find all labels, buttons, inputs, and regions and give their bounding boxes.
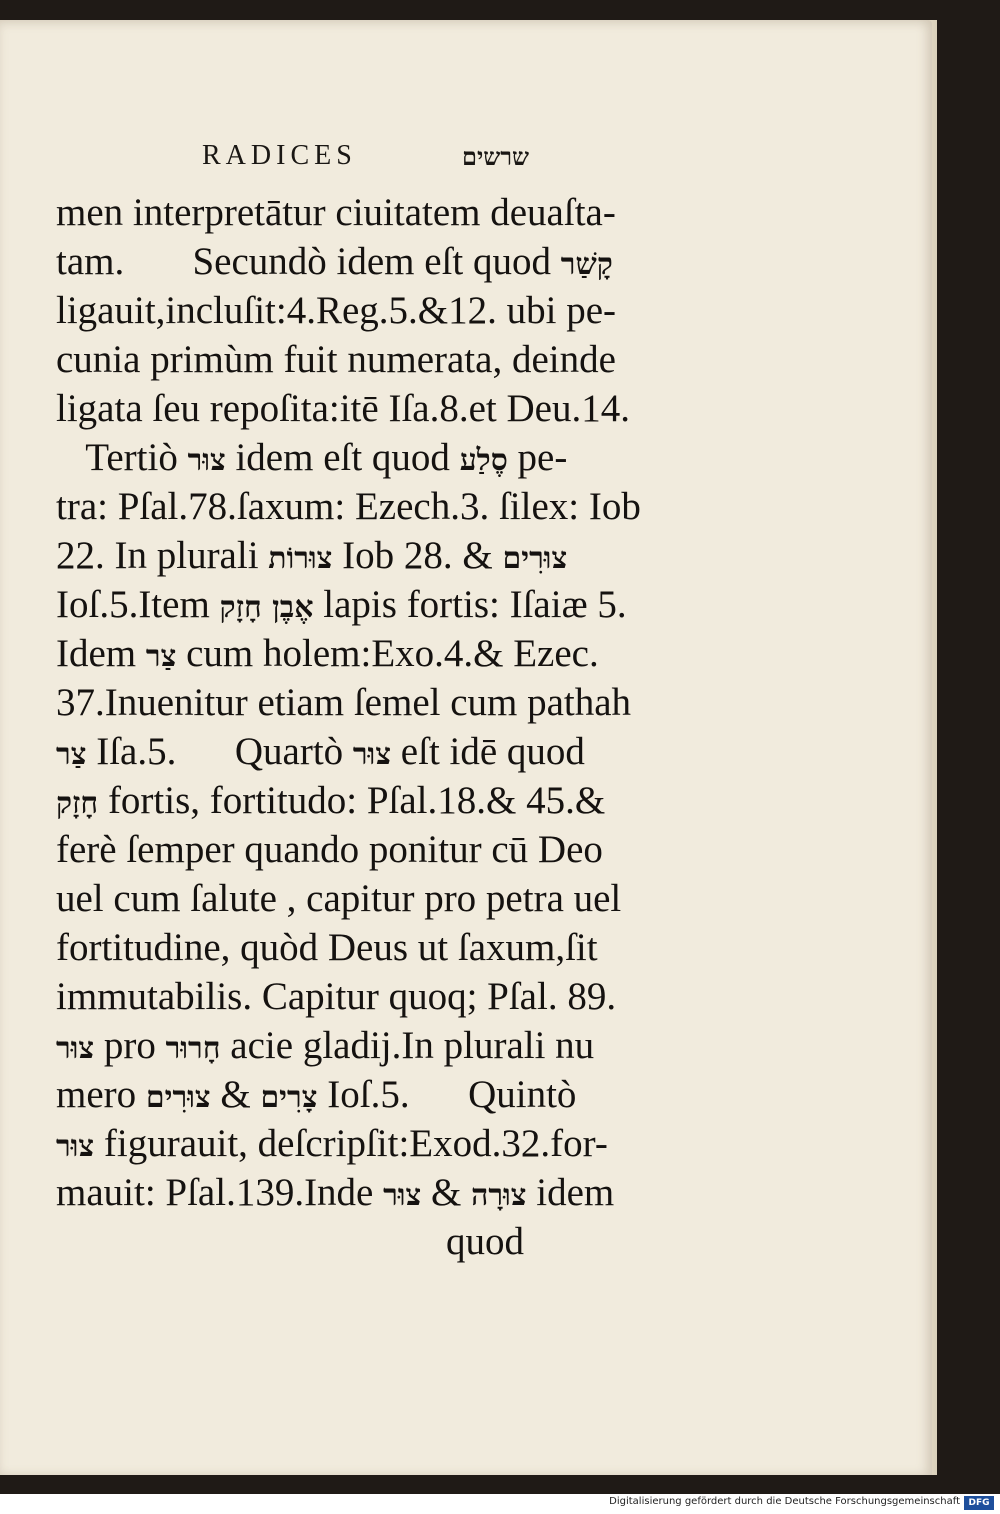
- latin-text: mero: [56, 1073, 146, 1116]
- hebrew-word: חָרוּר: [165, 1031, 221, 1066]
- text-line: [56, 1119, 608, 1169]
- latin-text: tam. Secundò idem eſt quod: [56, 240, 561, 283]
- funding-credit: Digitalisierung gefördert durch die Deutsche Forschungsgemeinschaft: [609, 1496, 960, 1507]
- latin-text: 37.Inuenitur etiam ſemel cum pathah: [56, 681, 632, 724]
- latin-text: mauit: Pſal.139.Inde: [56, 1171, 384, 1214]
- text-line: [56, 580, 627, 630]
- latin-text: cunia primùm fuit numerata, deinde: [56, 338, 616, 381]
- text-line: [56, 874, 621, 924]
- text-line: [56, 237, 613, 287]
- latin-text: Idem: [56, 632, 146, 675]
- latin-text: Ioſ.5. Quintò: [317, 1073, 577, 1116]
- latin-text: tra: Pſal.78.ſaxum: Ezech.3. ſilex: Iob: [56, 485, 641, 528]
- hebrew-word: צוּר: [187, 443, 226, 478]
- text-line: [56, 1217, 524, 1267]
- hebrew-word: צוּרִים: [502, 541, 568, 576]
- latin-text: men interpretātur ciuitatem deuaſta-: [56, 191, 616, 234]
- latin-text: immutabilis. Capitur quoq; Pſal. 89.: [56, 975, 617, 1018]
- latin-text: ligata ſeu repoſita:itē Iſa.8.et Deu.14.: [56, 387, 630, 430]
- latin-text: &: [421, 1171, 472, 1214]
- hebrew-word: צַר: [56, 737, 87, 772]
- hebrew-word: צָרִים: [260, 1080, 318, 1115]
- latin-text: lapis fortis: Iſaiæ 5.: [313, 583, 627, 626]
- text-line: [56, 825, 603, 875]
- text-line: [56, 923, 598, 973]
- latin-text: uel cum ſalute , capitur pro petra uel: [56, 877, 622, 920]
- latin-text: pe-: [507, 436, 568, 479]
- hebrew-word: צוּר: [56, 1031, 95, 1066]
- latin-text: ferè ſemper quando ponitur cū Deo: [56, 828, 603, 871]
- latin-text: Iſa.5. Quartò: [86, 730, 353, 773]
- text-line: [56, 776, 605, 826]
- hebrew-word: סֶלַע: [459, 443, 508, 478]
- hebrew-word: חָזָק: [56, 786, 99, 821]
- header-title-latin: RADICES: [202, 140, 357, 171]
- latin-text: fortis, fortitudo: Pſal.18.& 45.&: [98, 779, 606, 822]
- text-line: [56, 482, 641, 532]
- footer-bar: [0, 1494, 1000, 1514]
- hebrew-word: צוּרִים: [145, 1080, 211, 1115]
- hebrew-word: צוּר: [383, 1178, 422, 1213]
- text-line: [56, 1021, 594, 1071]
- latin-text: Tertiò: [56, 436, 188, 479]
- hebrew-word: צוּר: [56, 1129, 95, 1164]
- latin-text: figurauit, deſcripſit:Exod.32.for-: [94, 1122, 608, 1165]
- latin-text: Iob 28. &: [332, 534, 503, 577]
- text-line: [56, 188, 616, 238]
- latin-text: cum holem:Exo.4.& Ezec.: [176, 632, 599, 675]
- latin-text: &: [210, 1073, 261, 1116]
- text-line: [56, 286, 616, 336]
- latin-text: acie gladij.In plurali nu: [220, 1024, 595, 1067]
- latin-text: pro: [94, 1024, 166, 1067]
- latin-text: eſt idē quod: [391, 730, 585, 773]
- hebrew-word: קָשַׁר: [560, 247, 613, 282]
- text-line: [56, 335, 616, 385]
- text-line: [56, 384, 630, 434]
- text-line: [56, 629, 599, 679]
- latin-text: 22. In plurali: [56, 534, 269, 577]
- hebrew-word: צַר: [145, 639, 177, 674]
- hebrew-word: אֶבֶן חָזָק: [219, 590, 314, 625]
- text-line: [56, 1168, 614, 1218]
- text-line: [56, 727, 585, 777]
- running-header: [0, 140, 1000, 180]
- latin-text: Ioſ.5.Item: [56, 583, 220, 626]
- latin-text: ligauit,incluſit:4.Reg.5.&12. ubi pe-: [56, 289, 617, 332]
- latin-text: quod: [56, 1220, 524, 1263]
- dfg-logo: DFG: [964, 1496, 994, 1510]
- text-line: [56, 678, 631, 728]
- text-line: [56, 972, 616, 1022]
- latin-text: idem eſt quod: [225, 436, 460, 479]
- text-line: [56, 531, 567, 581]
- latin-text: idem: [526, 1171, 615, 1214]
- hebrew-word: צוּרוֹת: [268, 541, 333, 576]
- text-line: [56, 1070, 576, 1120]
- hebrew-word: צוּרָה: [471, 1178, 527, 1213]
- latin-text: fortitudine, quòd Deus ut ſaxum,ſit: [56, 926, 598, 969]
- header-title-hebrew: שרשים: [462, 142, 530, 171]
- hebrew-word: צוּר: [352, 737, 392, 772]
- text-line: [56, 433, 567, 483]
